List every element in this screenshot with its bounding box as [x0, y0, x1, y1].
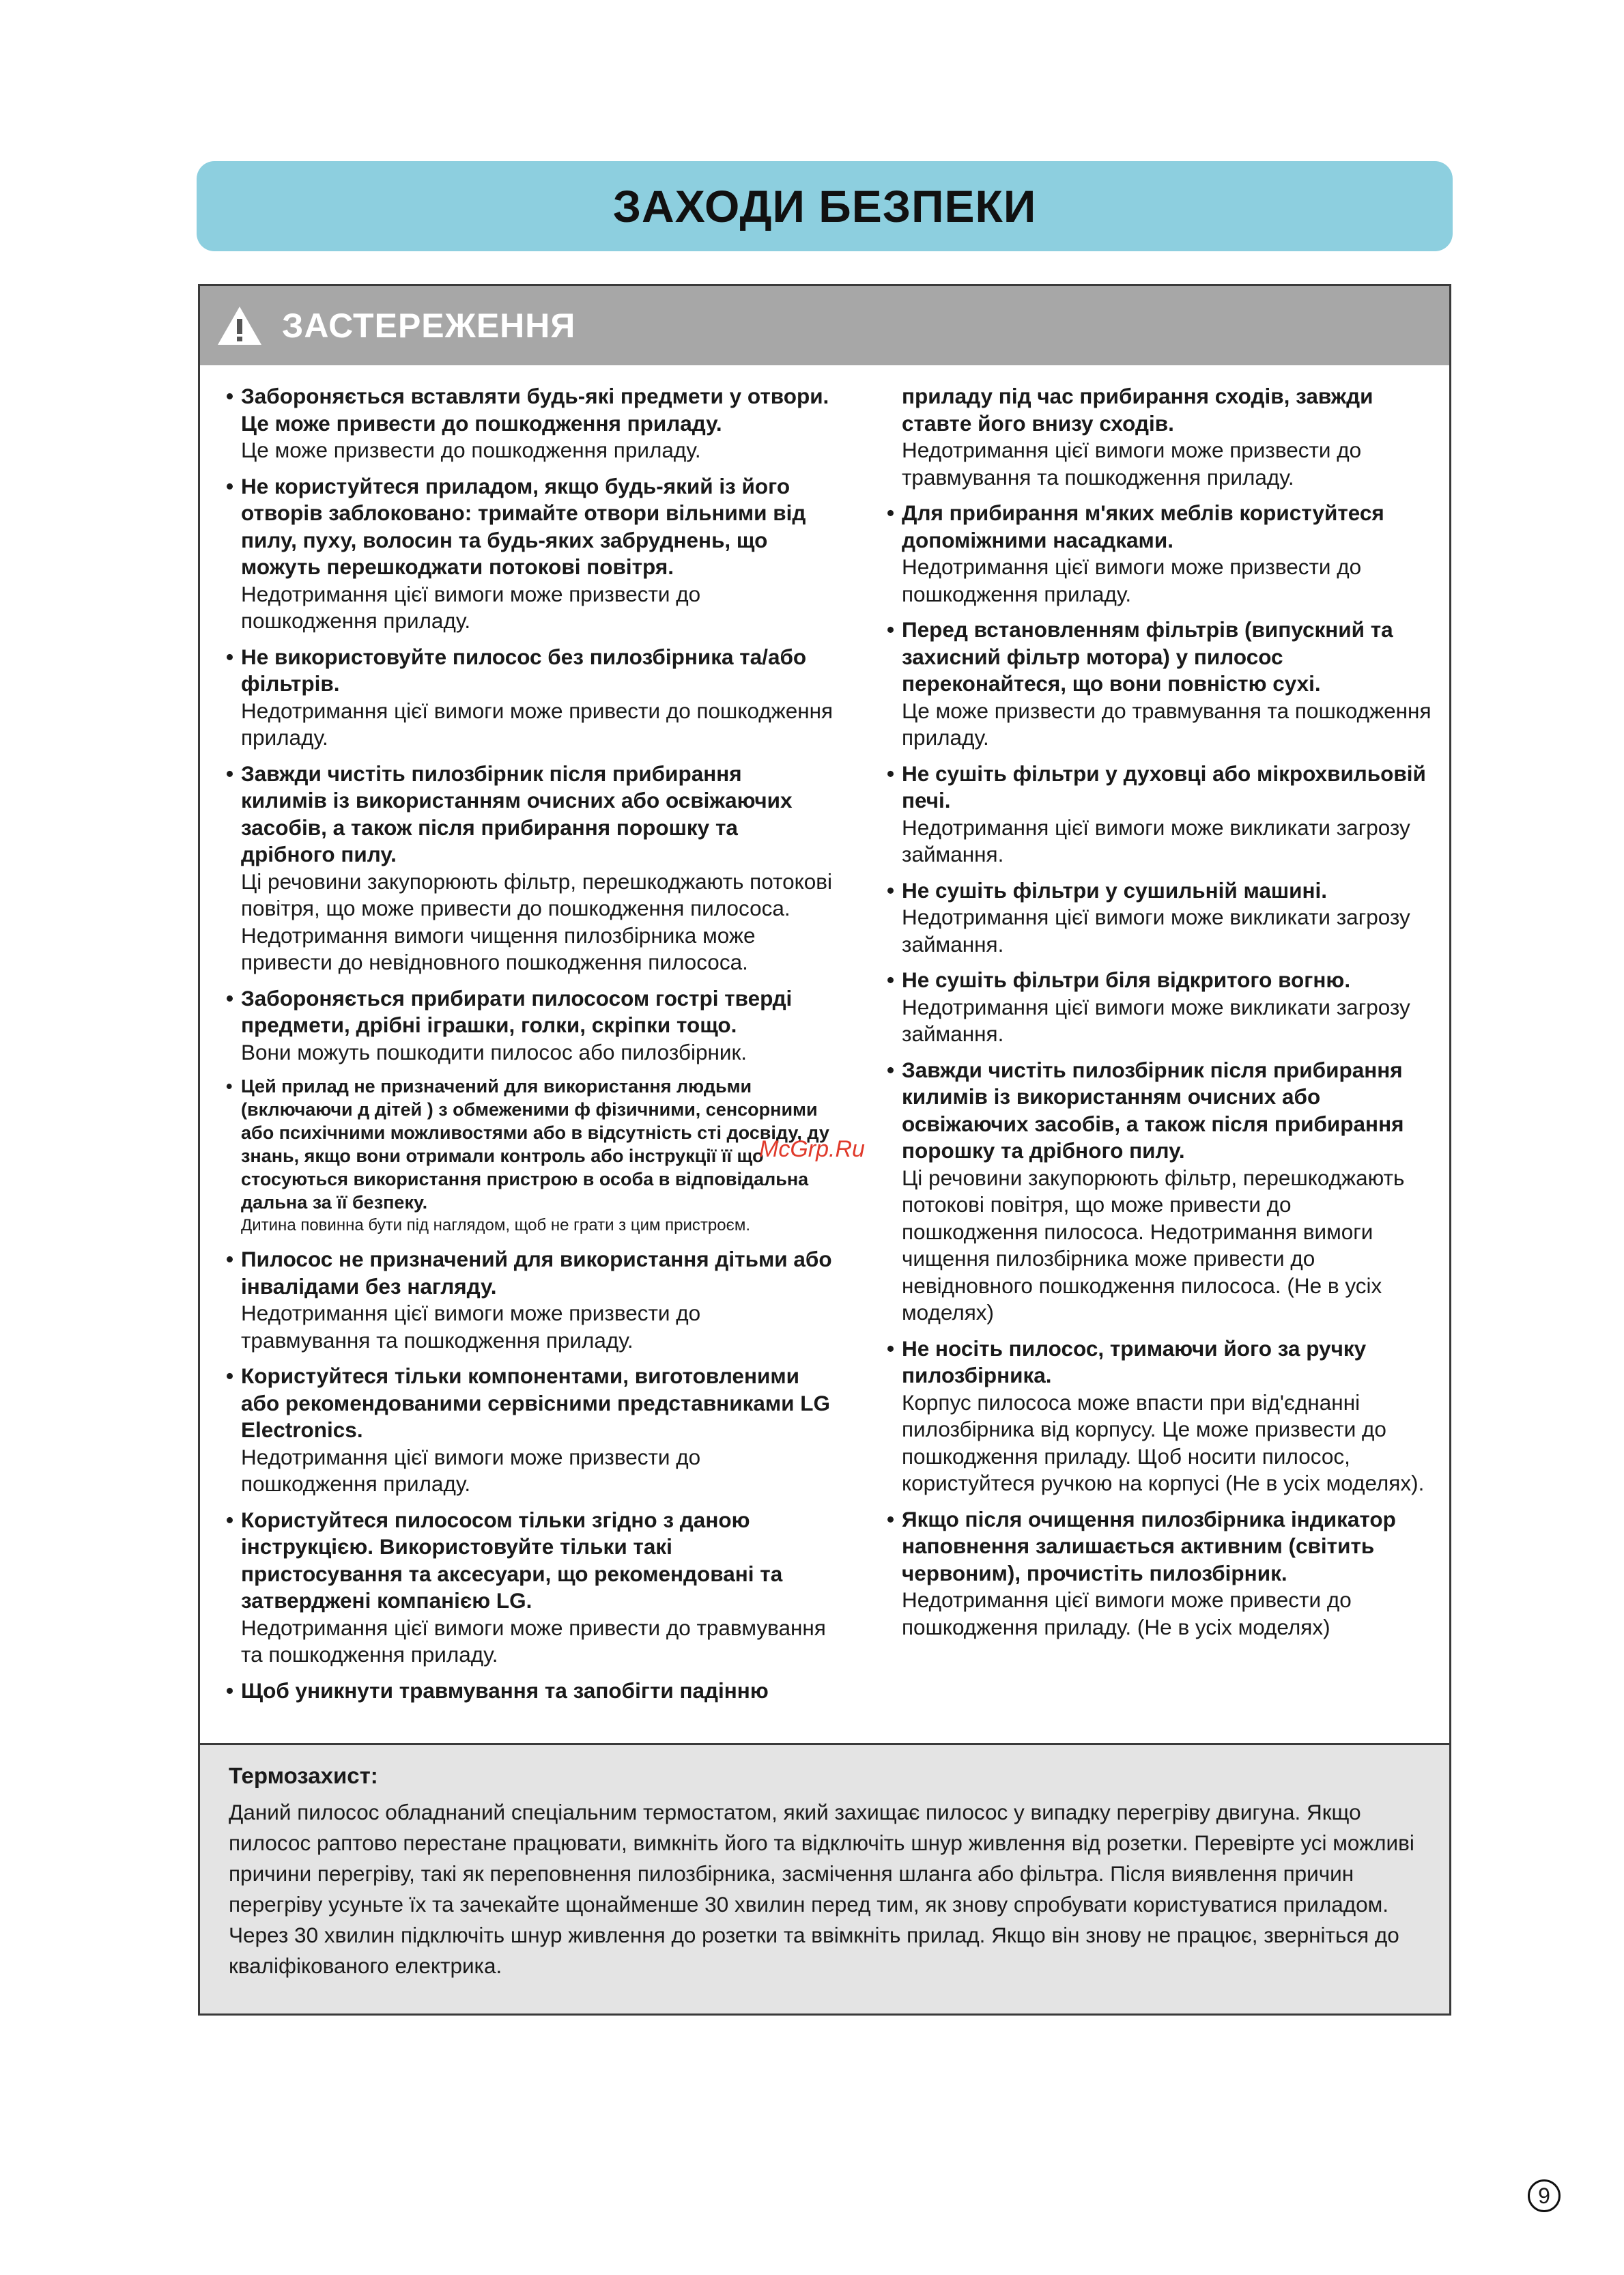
- bullet-icon: •: [887, 877, 895, 903]
- list-item: [226, 383, 834, 464]
- warning-icon: [216, 305, 263, 346]
- item-bold-text: Не сушіть фільтри у духовці або мікрохвильовій печі.: [902, 761, 1426, 812]
- item-text: Недотримання цієї вимоги може викликати загрозу займання.: [902, 815, 1410, 866]
- list-item: [887, 877, 1433, 959]
- item-text: Корпус пилососа може впасти при від'єднанні пилозбірника від корпусу. Це може призвести до пошкодження приладу. Щоб носити пилосос, користуйтеся ручкою на корпусі (Не в усіх моделях).: [902, 1389, 1425, 1495]
- item-bold-text: Не використовуйте пилосос без пилозбірника та/або фільтрів.: [241, 644, 807, 696]
- list-item: [226, 1507, 834, 1669]
- item-bold-text: Завжди чистіть пилозбірник після прибирання килимів із використанням очисних або освіжаючих засобів, а також після прибирання порошку та дрібного пилу.: [241, 761, 793, 866]
- bullet-icon: •: [226, 1363, 234, 1388]
- item-bold-text: Пилосос не призначений для використання дітьми або інвалідами без нагляду.: [241, 1247, 832, 1299]
- list-item: [226, 473, 834, 635]
- bullet-icon: •: [887, 1057, 895, 1082]
- list-item: [226, 1678, 834, 1705]
- bullet-icon: •: [226, 985, 234, 1011]
- bullet-icon: •: [226, 1247, 234, 1271]
- watermark: McGrp.Ru: [759, 1136, 865, 1162]
- item-bold-text: Не користуйтеся приладом, якщо будь-який із його отворів заблоковано: тримайте отвори вільними від пилу, пуху, волосин та будь-яких забруднень, що можуть перешкоджати потокові повітря.: [241, 473, 806, 579]
- list-item: [226, 1075, 834, 1237]
- item-bold-text: Забороняється прибирати пилососом гострі тверді предмети, дрібні іграшки, голки, скріпки тощо.: [241, 985, 793, 1037]
- bullet-icon: •: [887, 1506, 895, 1531]
- item-text: Недотримання цієї вимоги може викликати загрозу займання.: [902, 905, 1410, 957]
- thermal-protection-section: [200, 1743, 1449, 2013]
- bullet-icon: •: [887, 1336, 895, 1361]
- thermal-protection-title: Термозахист:: [229, 1763, 378, 1788]
- item-bold-text: Забороняється вставляти будь-які предмети у отвори. Це може привести до пошкодження приладу.: [241, 384, 829, 436]
- item-text: Недотримання цієї вимоги може призвести до травмування та пошкодження приладу.: [241, 1301, 701, 1353]
- bullet-icon: •: [226, 1076, 233, 1097]
- title-bar: [197, 161, 1453, 251]
- list-item: [887, 1057, 1433, 1327]
- item-text: Дитина повинна бути під наглядом, щоб не грати з цим пристроєм.: [241, 1216, 750, 1234]
- item-bold-text: приладу під час прибирання сходів, завжди ставте його внизу сходів.: [902, 384, 1373, 436]
- item-bold-text: Цей прилад не призначений для використання людьми (включаючи д дітей ) з обмеженими ф фізичними, сенсорними або психічними можливостями або в відсутність сті досвіду, ду знань, якщо вони отримали контроль або інструкції її що стосуються використання пристрою в особа в відповідальна дальна за її безпеку.: [241, 1076, 829, 1213]
- caution-header: [200, 286, 1449, 365]
- item-bold-text: Не носіть пилосос, тримаючи його за ручку пилозбірника.: [902, 1336, 1367, 1387]
- list-item: [226, 985, 834, 1066]
- item-text: Ці речовини закупорюють фільтр, перешкоджають потокові повітря, що може привести до пошкодження пилососа. Недотримання вимоги чищення пилозбірника може привести до невідновного пошкодження пилососа. (Не в усіх моделях): [902, 1165, 1405, 1325]
- item-bold-text: Не сушіть фільтри у сушильній машині.: [902, 877, 1328, 903]
- list-item: [887, 1506, 1433, 1641]
- item-text: Ці речовини закупорюють фільтр, перешкоджають потокові повітря, що може привести до пошкодження пилососа. Недотримання вимоги чищення пилозбірника може привести до невідновного пошкодження пилососа.: [241, 868, 833, 974]
- page-number: 9: [1528, 2179, 1561, 2212]
- item-bold-text: Користуйтеся пилососом тільки згідно з даною інструкцією. Використовуйте тільки такі пристосування та аксесуари, що рекомендовані та затверджені компанією LG.: [241, 1507, 783, 1613]
- list-item: [887, 500, 1433, 608]
- bullet-icon: •: [226, 644, 234, 669]
- list-item: [226, 1246, 834, 1354]
- item-text: Недотримання цієї вимоги може привести до травмування та пошкодження приладу.: [241, 1615, 826, 1667]
- bullet-icon: •: [887, 967, 895, 992]
- bullet-icon: •: [887, 761, 895, 786]
- item-bold-text: Для прибирання м'яких меблів користуйтеся допоміжними насадками.: [902, 500, 1384, 552]
- bullet-icon: •: [226, 761, 234, 786]
- item-text: Недотримання цієї вимоги може призвести до пошкодження приладу.: [241, 581, 701, 633]
- caution-right-column: [887, 383, 1433, 1650]
- item-bold-text: Якщо після очищення пилозбірника індикатор наповнення залишається активним (світить червоним), прочистіть пилозбірник.: [902, 1506, 1396, 1585]
- item-bold-text: Користуйтеся тільки компонентами, виготовленими або рекомендованими сервісними представниками LG Electronics.: [241, 1363, 831, 1442]
- caution-title: ЗАСТЕРЕЖЕННЯ: [282, 307, 576, 345]
- list-item: [226, 644, 834, 752]
- list-item: [887, 1336, 1433, 1497]
- bullet-icon: •: [226, 1507, 234, 1532]
- caution-left-column: [226, 383, 834, 1713]
- item-text: Недотримання цієї вимоги може привести до пошкодження приладу.: [241, 698, 834, 750]
- item-text: Вони можуть пошкодити пилосос або пилозбірник.: [241, 1039, 747, 1064]
- list-item: [887, 967, 1433, 1048]
- item-bold-text: Перед встановленням фільтрів (випускний та захисний фільтр мотора) у пилосос переконайтеся, що вони повністю сухі.: [902, 617, 1393, 696]
- thermal-protection-text: Даний пилосос обладнаний спеціальним термостатом, який захищає пилосос у випадку перегріву двигуна. Якщо пилосос раптово перестане працювати, вимкніть його та відключіть шнур живлення від розетки. Перевірте усі можливі причини перегріву, такі як переповнення пилозбірника, засмічення шланга або фільтра. Після виявлення причин перегріву усуньте їх та зачекайте щонайменше 30 хвилин перед тим, як знову спробувати користуватися приладом. Через 30 хвилин підключіть шнур живлення до розетки та ввімкніть прилад. Якщо він знову не працює, зверніться до кваліфікованого електрика.: [229, 1800, 1414, 1978]
- bullet-icon: •: [887, 617, 895, 642]
- list-item: [887, 617, 1433, 752]
- item-text: Недотримання цієї вимоги може привести до пошкодження приладу. (Не в усіх моделях): [902, 1587, 1352, 1639]
- list-item: [887, 761, 1433, 868]
- item-text: Це може призвести до пошкодження приладу.: [241, 438, 701, 462]
- bullet-icon: •: [887, 500, 895, 525]
- page-title: ЗАХОДИ БЕЗПЕКИ: [612, 181, 1037, 231]
- item-text: Недотримання цієї вимоги може призвести до пошкодження приладу.: [902, 554, 1362, 606]
- item-bold-text: Щоб уникнути травмування та запобігти падінню: [241, 1678, 769, 1703]
- list-item-continuation: [887, 383, 1433, 491]
- bullet-icon: •: [226, 384, 234, 408]
- list-item: [226, 1363, 834, 1498]
- bullet-icon: •: [226, 1678, 234, 1703]
- item-text: Це може призвести до травмування та пошкодження приладу.: [902, 698, 1431, 750]
- bullet-icon: •: [226, 473, 234, 498]
- item-text: Недотримання цієї вимоги може викликати загрозу займання.: [902, 994, 1410, 1046]
- item-text: Недотримання цієї вимоги може призвести до травмування та пошкодження приладу.: [902, 438, 1362, 490]
- item-bold-text: Завжди чистіть пилозбірник після прибирання килимів із використанням очисних або освіжаючих засобів, а також після прибирання порошку та дрібного пилу.: [902, 1057, 1404, 1163]
- item-text: Недотримання цієї вимоги може призвести до пошкодження приладу.: [241, 1444, 701, 1496]
- list-item: [226, 761, 834, 976]
- item-bold-text: Не сушіть фільтри біля відкритого вогню.: [902, 967, 1351, 992]
